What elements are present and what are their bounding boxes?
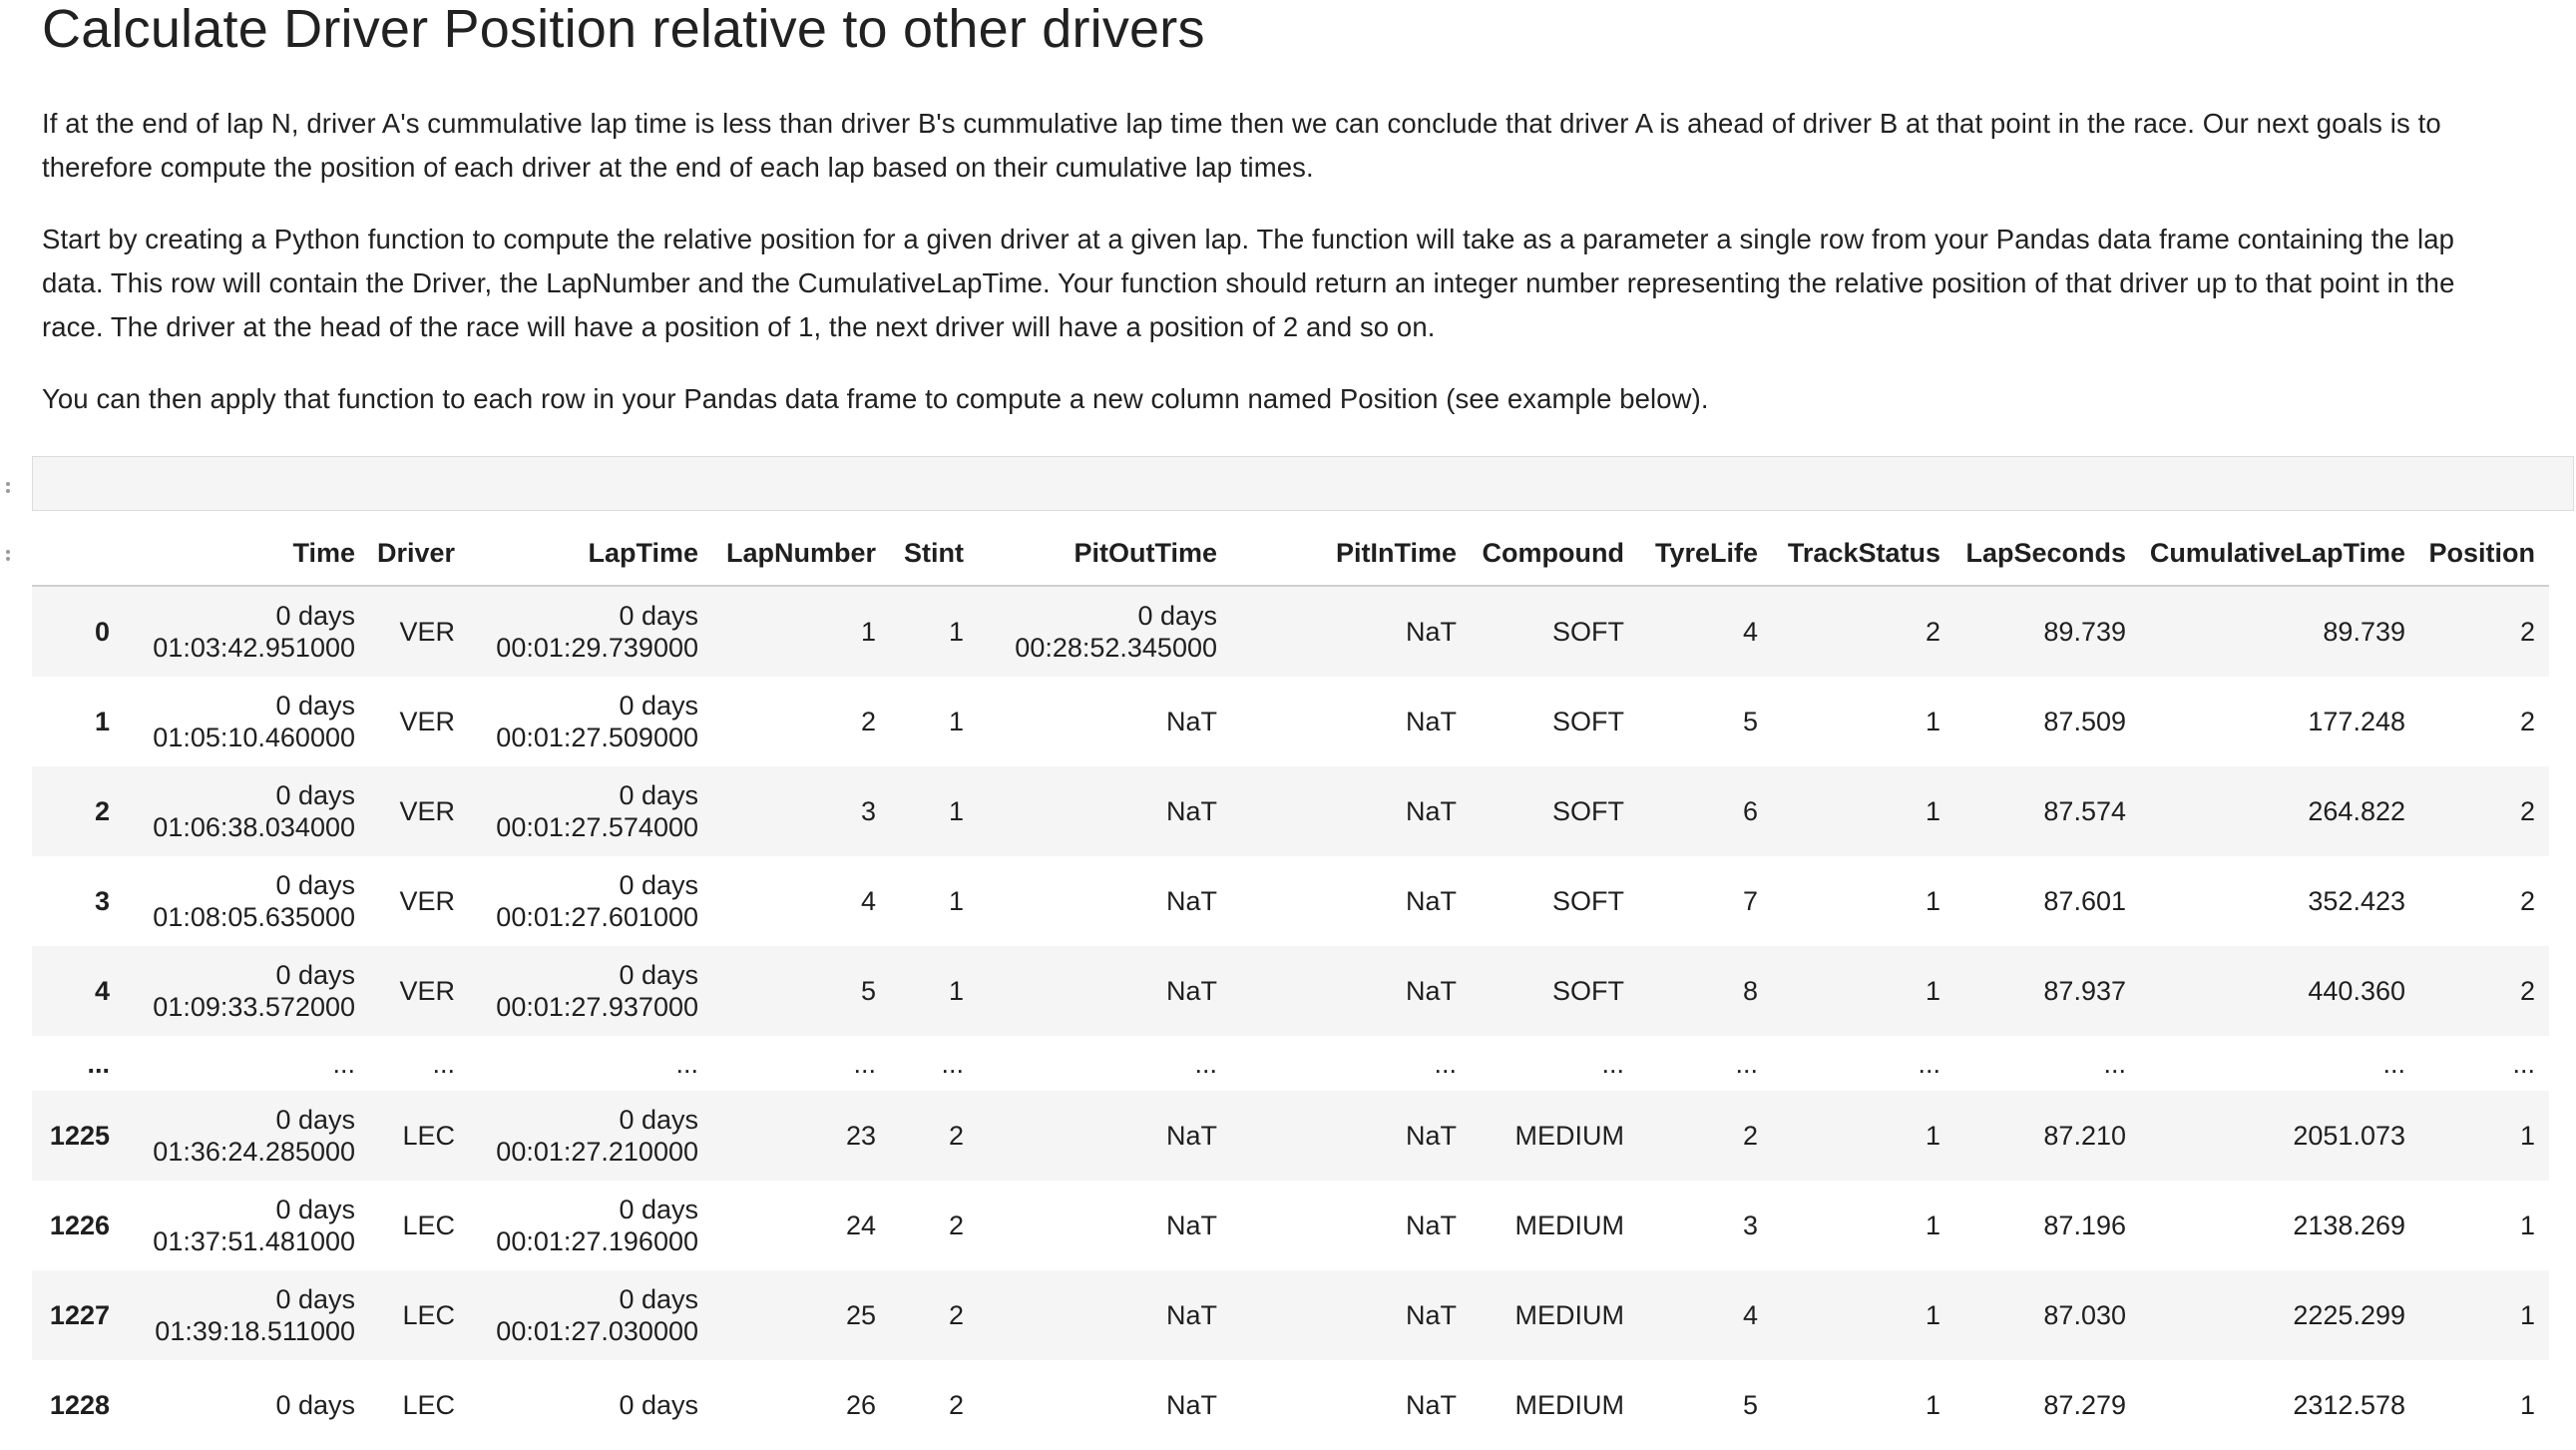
cell-laptime	[469, 946, 712, 1036]
row-index: 3	[94, 886, 110, 916]
cell-pitin: NaT	[1405, 617, 1457, 647]
cell-position: 2	[2519, 617, 2535, 647]
cell-lapseconds: 87.279	[2043, 1390, 2126, 1420]
cell-cumulative: 440.360	[2308, 976, 2405, 1006]
cell-tyrelife: 7	[1742, 886, 1758, 916]
cell-cumulative: 352.423	[2308, 886, 2405, 916]
table-header-row	[32, 521, 2549, 586]
cell-position: 2	[2519, 976, 2535, 1006]
cell-compound: SOFT	[1552, 886, 1624, 916]
cell-driver: VER	[399, 617, 455, 647]
cell-pitout-line: 0 days	[1137, 601, 1217, 631]
column-header: TrackStatus	[1772, 521, 1954, 586]
cell-laptime-line: 0 days	[619, 960, 698, 990]
cell-position: 1	[2519, 1390, 2535, 1420]
cell-position: 2	[2519, 707, 2535, 736]
cell-laptime-line: 00:01:27.509000	[496, 723, 698, 752]
cell-position: 1	[2519, 1300, 2535, 1330]
cell-drag-handle-icon[interactable]	[6, 479, 12, 496]
cell-stint: 1	[948, 976, 964, 1006]
cell-tyrelife: 4	[1742, 617, 1758, 647]
section-title: Calculate Driver Position relative to other drivers	[42, 0, 1205, 59]
cell-laptime	[469, 766, 712, 856]
paragraph-apply-instructions: You can then apply that function to each row in your Pandas data frame to compute a new column named Position (see example below).	[42, 383, 1709, 414]
cell-laptime-line: 00:01:29.739000	[496, 633, 698, 663]
cell-driver: LEC	[402, 1210, 455, 1240]
table-row	[32, 586, 2549, 677]
cell-lapseconds: 87.030	[2043, 1300, 2126, 1330]
row-index: 1225	[49, 1121, 110, 1151]
cell-pitout-line: NaT	[1165, 886, 1217, 916]
cell-tyrelife: 2	[1742, 1121, 1758, 1151]
cell-compound: SOFT	[1552, 617, 1624, 647]
cell-laptime	[469, 1360, 712, 1450]
cell-laptime-line: 0 days	[619, 780, 698, 810]
cell-lapseconds: 87.509	[2043, 707, 2126, 736]
cell-time-line: 01:06:38.034000	[153, 812, 355, 842]
cell-pitin: NaT	[1405, 1210, 1457, 1240]
markdown-cell[interactable]	[42, 0, 2516, 414]
cell-time	[124, 586, 369, 677]
ellipsis-cell: ...	[87, 1048, 110, 1079]
cell-pitout	[978, 1270, 1231, 1360]
row-index: 2	[94, 796, 110, 826]
cell-driver: LEC	[402, 1121, 455, 1151]
cell-laptime-line: 00:01:27.196000	[496, 1226, 698, 1256]
cell-lapnumber: 25	[845, 1300, 876, 1330]
cell-tyrelife: 6	[1742, 796, 1758, 826]
cell-stint: 1	[948, 617, 964, 647]
cell-laptime	[469, 586, 712, 677]
ellipsis-cell: ...	[2103, 1048, 2126, 1079]
ellipsis-cell: ...	[675, 1048, 698, 1079]
cell-laptime-line: 00:01:27.601000	[496, 902, 698, 932]
cell-laptime-line: 00:01:27.210000	[496, 1137, 698, 1167]
cell-trackstatus: 1	[1925, 1390, 1940, 1420]
cell-stint: 1	[948, 796, 964, 826]
cell-cumulative: 2312.578	[2293, 1390, 2405, 1420]
table-row	[32, 766, 2549, 856]
ellipsis-cell: ...	[941, 1048, 964, 1079]
ellipsis-cell: ...	[1735, 1048, 1758, 1079]
table-ellipsis-row	[32, 1036, 2549, 1091]
cell-lapseconds: 89.739	[2043, 617, 2126, 647]
column-header: Time	[124, 521, 369, 586]
cell-pitout-line: NaT	[1165, 976, 1217, 1006]
cell-stint: 2	[948, 1390, 964, 1420]
cell-driver: VER	[399, 886, 455, 916]
cell-laptime-line: 0 days	[619, 1195, 698, 1224]
cell-trackstatus: 1	[1925, 707, 1940, 736]
paragraph-function-instructions: Start by creating a Python function to compute the relative position for a given driver at a given lap. The function will take as a parameter a single row from your Pandas data frame containing the lap data. This row will contain the Driver, the LapNumber and the CumulativeLapTime. Your function should return an integer number representing the relative position of that driver up to that point in the race. The driver at the head of the race will have a position of 1, the next driver will have a position of 2 and so on.	[42, 224, 2455, 342]
cell-position: 2	[2519, 796, 2535, 826]
cell-position: 1	[2519, 1210, 2535, 1240]
column-header: Stint	[890, 521, 978, 586]
cell-lapnumber: 5	[860, 976, 876, 1006]
cell-time	[124, 1270, 369, 1360]
cell-laptime-line: 0 days	[619, 601, 698, 631]
cell-pitout	[978, 856, 1231, 946]
cell-time-line: 01:37:51.481000	[153, 1226, 355, 1256]
ellipsis-cell: ...	[1434, 1048, 1457, 1079]
cell-tyrelife: 4	[1742, 1300, 1758, 1330]
cell-lapnumber: 3	[860, 796, 876, 826]
cell-compound: MEDIUM	[1514, 1210, 1624, 1240]
cell-time-line: 01:09:33.572000	[153, 992, 355, 1022]
cell-laptime	[469, 856, 712, 946]
paragraph-cumulative-explanation: If at the end of lap N, driver A's cummulative lap time is less than driver B's cummulative lap time then we can conclude that driver A is ahead of driver B at that point in the race. Our next goals is to therefore compute the position of each driver at the end of each lap based on their cumulative lap times.	[42, 108, 2441, 183]
cell-driver: VER	[399, 707, 455, 736]
cell-lapseconds: 87.574	[2043, 796, 2126, 826]
cell-tyrelife: 8	[1742, 976, 1758, 1006]
column-header: PitOutTime	[978, 521, 1231, 586]
table-row	[32, 677, 2549, 766]
cell-laptime-line: 00:01:27.030000	[496, 1316, 698, 1346]
cell-position: 1	[2519, 1121, 2535, 1151]
cell-laptime-line: 0 days	[619, 1390, 698, 1420]
cell-pitout-line: 00:28:52.345000	[1015, 633, 1217, 663]
cell-time-line: 0 days	[275, 960, 355, 990]
cell-time-line: 01:39:18.511000	[155, 1316, 355, 1346]
column-header: LapSeconds	[1954, 521, 2140, 586]
row-index: 1	[94, 707, 110, 736]
cell-laptime-line: 0 days	[619, 691, 698, 721]
cell-time-line: 0 days	[275, 601, 355, 631]
cell-driver: VER	[399, 796, 455, 826]
cell-time	[124, 1360, 369, 1450]
cell-trackstatus: 1	[1925, 976, 1940, 1006]
cell-pitin: NaT	[1405, 1300, 1457, 1330]
column-header: Position	[2419, 521, 2549, 586]
cell-laptime-line: 00:01:27.937000	[496, 992, 698, 1022]
ellipsis-cell: ...	[2382, 1048, 2405, 1079]
row-index: 0	[94, 617, 110, 647]
cell-trackstatus: 1	[1925, 1300, 1940, 1330]
table-row	[32, 856, 2549, 946]
cell-driver: LEC	[402, 1390, 455, 1420]
cell-stint: 2	[948, 1210, 964, 1240]
column-header: Driver	[369, 521, 469, 586]
cell-stint: 2	[948, 1300, 964, 1330]
cell-laptime	[469, 677, 712, 766]
column-header: LapNumber	[712, 521, 890, 586]
table-row	[32, 946, 2549, 1036]
column-header	[32, 521, 124, 586]
table-row	[32, 1091, 2549, 1181]
cell-cumulative: 2138.269	[2293, 1210, 2405, 1240]
cell-laptime	[469, 1181, 712, 1270]
cell-pitout	[978, 677, 1231, 766]
column-header: LapTime	[469, 521, 712, 586]
cell-compound: SOFT	[1552, 976, 1624, 1006]
cell-time	[124, 946, 369, 1036]
cell-pitout-line: NaT	[1165, 796, 1217, 826]
cell-stint: 1	[948, 707, 964, 736]
row-index: 4	[94, 976, 110, 1006]
cell-laptime	[469, 1270, 712, 1360]
cell-pitout-line: NaT	[1165, 707, 1217, 736]
cell-tyrelife: 5	[1742, 707, 1758, 736]
cell-trackstatus: 1	[1925, 886, 1940, 916]
cell-laptime-line: 0 days	[619, 1105, 698, 1135]
table-row	[32, 1360, 2549, 1450]
cell-pitout-line: NaT	[1165, 1300, 1217, 1330]
cell-pitout	[978, 766, 1231, 856]
ellipsis-cell: ...	[1601, 1048, 1624, 1079]
cell-pitout	[978, 946, 1231, 1036]
cell-trackstatus: 1	[1925, 796, 1940, 826]
cell-compound: MEDIUM	[1514, 1121, 1624, 1151]
row-index: 1227	[49, 1300, 110, 1330]
cell-lapseconds: 87.937	[2043, 976, 2126, 1006]
cell-position: 2	[2519, 886, 2535, 916]
cell-lapnumber: 23	[845, 1121, 876, 1151]
cell-time	[124, 766, 369, 856]
empty-code-cell-input[interactable]	[32, 456, 2574, 511]
cell-driver: LEC	[402, 1300, 455, 1330]
cell-time-line: 0 days	[275, 691, 355, 721]
cell-trackstatus: 1	[1925, 1121, 1940, 1151]
ellipsis-cell: ...	[1194, 1048, 1217, 1079]
column-header: CumulativeLapTime	[2140, 521, 2419, 586]
cell-time-line: 01:08:05.635000	[153, 902, 355, 932]
cell-stint: 2	[948, 1121, 964, 1151]
cell-time-line: 01:05:10.460000	[153, 723, 355, 752]
cell-tyrelife: 5	[1742, 1390, 1758, 1420]
cell-lapseconds: 87.196	[2043, 1210, 2126, 1240]
row-index: 1228	[49, 1390, 110, 1420]
cell-laptime-line: 00:01:27.574000	[496, 812, 698, 842]
cell-time	[124, 1091, 369, 1181]
row-index: 1226	[49, 1210, 110, 1240]
cell-pitin: NaT	[1405, 886, 1457, 916]
cell-lapseconds: 87.210	[2043, 1121, 2126, 1151]
cell-lapnumber: 4	[860, 886, 876, 916]
cell-time-line: 0 days	[275, 870, 355, 900]
cell-compound: SOFT	[1552, 796, 1624, 826]
dataframe-table	[32, 521, 2549, 1450]
cell-pitout	[978, 586, 1231, 677]
cell-pitin: NaT	[1405, 976, 1457, 1006]
column-header: Compound	[1471, 521, 1638, 586]
cell-cumulative: 264.822	[2308, 796, 2405, 826]
cell-pitout	[978, 1181, 1231, 1270]
cell-lapnumber: 26	[845, 1390, 876, 1420]
cell-driver: VER	[399, 976, 455, 1006]
cell-lapnumber: 24	[845, 1210, 876, 1240]
dataframe-output	[32, 521, 2536, 1450]
cell-time-line: 01:03:42.951000	[153, 633, 355, 663]
cell-time	[124, 856, 369, 946]
table-row	[32, 1181, 2549, 1270]
cell-pitout-line: NaT	[1165, 1390, 1217, 1420]
cell-laptime	[469, 1091, 712, 1181]
cell-pitout	[978, 1091, 1231, 1181]
ellipsis-cell: ...	[432, 1048, 455, 1079]
cell-compound: MEDIUM	[1514, 1390, 1624, 1420]
cell-lapnumber: 1	[860, 617, 876, 647]
cell-cumulative: 2051.073	[2293, 1121, 2405, 1151]
cell-time-line: 0 days	[275, 1390, 355, 1420]
table-row	[32, 1270, 2549, 1360]
column-header: TyreLife	[1638, 521, 1772, 586]
cell-pitout	[978, 1360, 1231, 1450]
cell-cumulative: 89.739	[2323, 617, 2405, 647]
cell-laptime-line: 0 days	[619, 1284, 698, 1314]
cell-tyrelife: 3	[1742, 1210, 1758, 1240]
cell-trackstatus: 2	[1925, 617, 1940, 647]
cell-stint: 1	[948, 886, 964, 916]
cell-pitout-line: NaT	[1165, 1210, 1217, 1240]
cell-time	[124, 1181, 369, 1270]
cell-pitin: NaT	[1405, 796, 1457, 826]
cell-compound: MEDIUM	[1514, 1300, 1624, 1330]
cell-time-line: 0 days	[275, 1195, 355, 1224]
cell-cumulative: 2225.299	[2293, 1300, 2405, 1330]
cell-time	[124, 677, 369, 766]
cell-lapnumber: 2	[860, 707, 876, 736]
cell-time-line: 0 days	[275, 1284, 355, 1314]
ellipsis-cell: ...	[1918, 1048, 1940, 1079]
cell-pitin: NaT	[1405, 1121, 1457, 1151]
cell-trackstatus: 1	[1925, 1210, 1940, 1240]
cell-pitin: NaT	[1405, 1390, 1457, 1420]
cell-time-line: 0 days	[275, 780, 355, 810]
cell-pitout-line: NaT	[1165, 1121, 1217, 1151]
cell-cumulative: 177.248	[2308, 707, 2405, 736]
cell-laptime-line: 0 days	[619, 870, 698, 900]
cell-lapseconds: 87.601	[2043, 886, 2126, 916]
cell-time-line: 01:36:24.285000	[153, 1137, 355, 1167]
output-drag-handle-icon[interactable]	[6, 547, 12, 564]
ellipsis-cell: ...	[332, 1048, 355, 1079]
ellipsis-cell: ...	[2512, 1048, 2535, 1079]
ellipsis-cell: ...	[853, 1048, 876, 1079]
cell-compound: SOFT	[1552, 707, 1624, 736]
column-header: PitInTime	[1231, 521, 1471, 586]
cell-time-line: 0 days	[275, 1105, 355, 1135]
cell-pitin: NaT	[1405, 707, 1457, 736]
